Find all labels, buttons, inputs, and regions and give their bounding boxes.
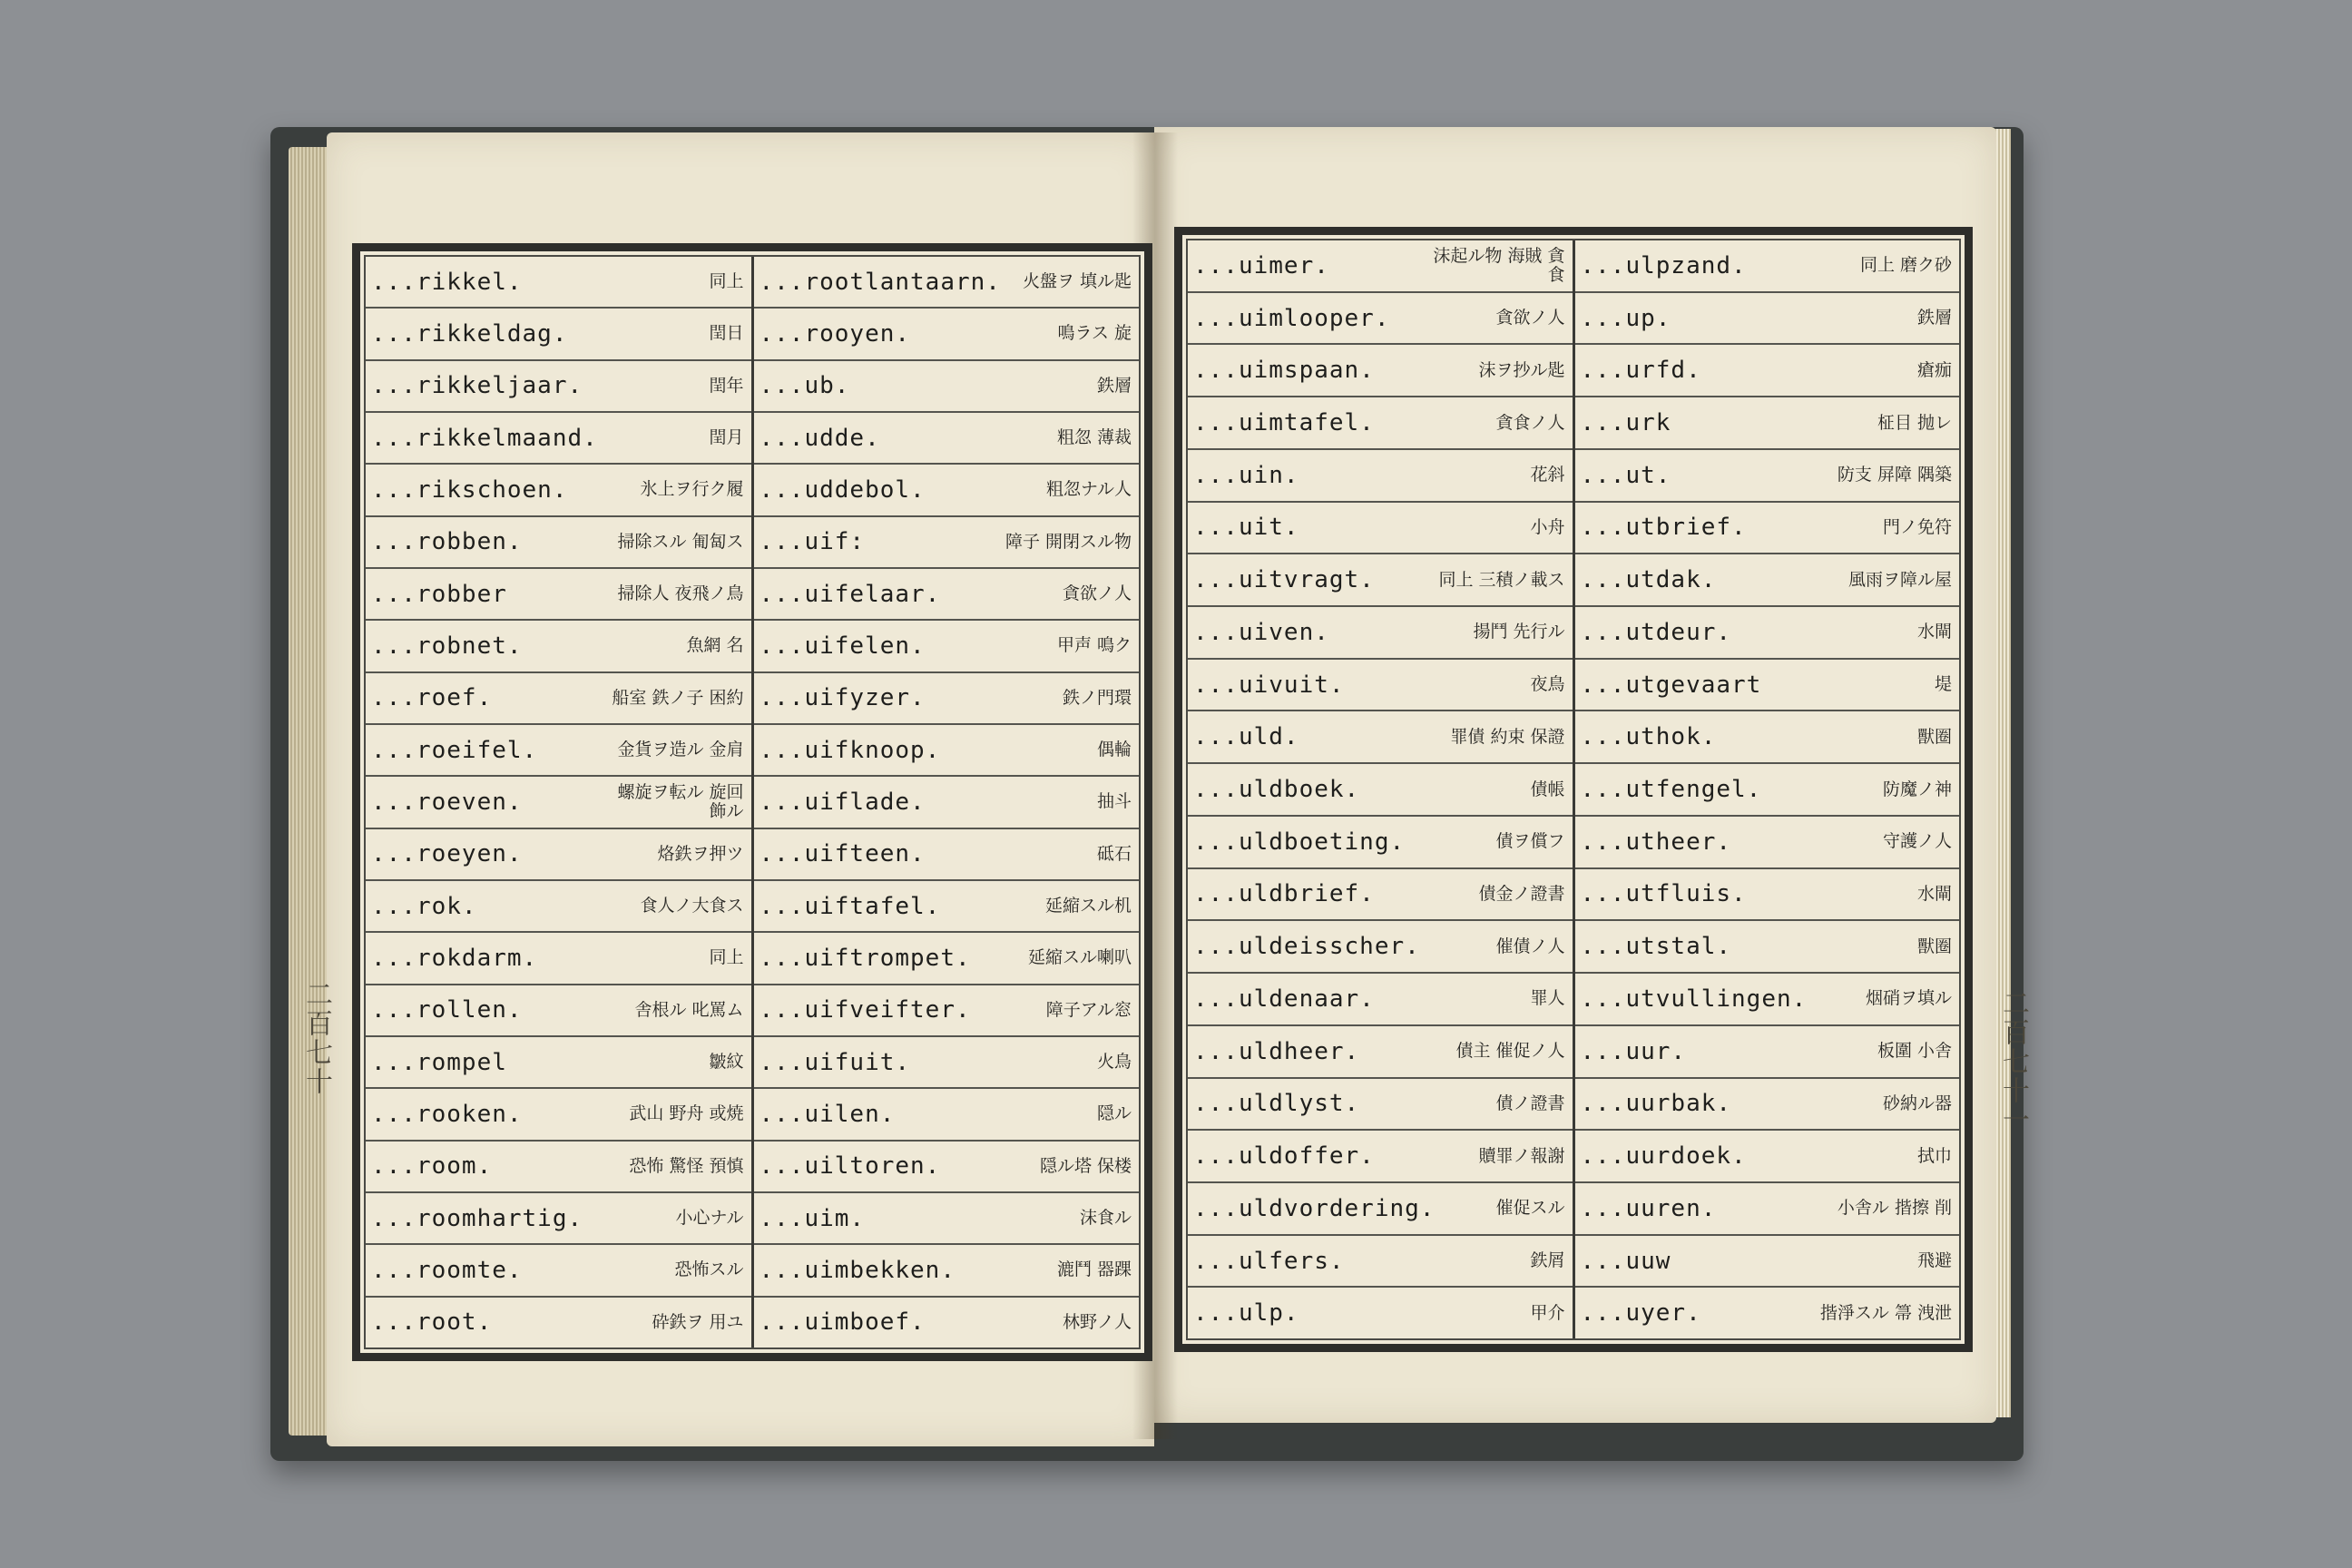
entry-word: ...ulpzand. xyxy=(1580,251,1747,279)
entry-gloss: 堤 xyxy=(1934,674,1952,695)
dictionary-entry xyxy=(366,1089,751,1141)
entry-gloss: 債帳 xyxy=(1530,779,1565,799)
entry-word: ...rokdarm. xyxy=(371,944,538,972)
entry-gloss: 花斜 xyxy=(1530,465,1565,485)
entry-gloss: 揩淨スル 箒 洩泄 xyxy=(1819,1302,1952,1323)
dictionary-entry xyxy=(1575,869,1960,922)
entry-gloss: 同上 xyxy=(709,947,744,968)
entry-gloss: 沫食ル xyxy=(1079,1208,1132,1229)
dictionary-entry xyxy=(1575,1026,1960,1079)
dictionary-entry xyxy=(1188,1288,1573,1338)
entry-gloss: 火鳥 xyxy=(1096,1052,1132,1073)
dictionary-entry xyxy=(366,413,751,465)
entry-word: ...roeyen. xyxy=(371,840,523,868)
entry-gloss: 債ノ證書 xyxy=(1495,1093,1565,1113)
dictionary-entry xyxy=(1188,1131,1573,1183)
dictionary-entry xyxy=(754,465,1140,516)
entry-gloss: 砥石 xyxy=(1096,843,1132,864)
entry-word: ...uldoffer. xyxy=(1193,1142,1375,1171)
entry-word: ...uyer. xyxy=(1580,1299,1701,1328)
entry-word: ...uldeisscher. xyxy=(1193,933,1420,961)
dictionary-entry xyxy=(1575,921,1960,974)
entry-gloss: 偶輪 xyxy=(1096,740,1132,760)
dictionary-entry xyxy=(1188,660,1573,712)
entry-word: ...uldlyst. xyxy=(1193,1090,1360,1118)
entry-gloss: 皺紋 xyxy=(709,1052,744,1073)
entry-gloss: 武山 野舟 或焼 xyxy=(629,1103,744,1124)
dictionary-entry xyxy=(1575,450,1960,503)
dictionary-entry xyxy=(754,1245,1140,1297)
entry-gloss: 恐怖 驚怪 預慎 xyxy=(629,1155,744,1176)
entry-word: ...rollen. xyxy=(371,996,523,1024)
dictionary-entry xyxy=(754,725,1140,777)
entry-gloss: 債ヲ償フ xyxy=(1495,831,1565,852)
entry-word: ...uifyzer. xyxy=(759,684,926,712)
dictionary-entry xyxy=(1188,554,1573,607)
entry-gloss: 食人ノ大食ス xyxy=(640,896,744,916)
entry-word: ...rooken. xyxy=(371,1100,523,1128)
entry-word: ...ut. xyxy=(1580,461,1671,489)
entry-word: ...utheer. xyxy=(1580,828,1732,856)
entry-gloss: 沫ヲ抄ル匙 xyxy=(1478,359,1565,380)
dictionary-entry xyxy=(1188,1236,1573,1289)
dictionary-entry xyxy=(754,1142,1140,1193)
entry-gloss: 守護ノ人 xyxy=(1882,831,1952,852)
entry-gloss: 魚網 名 xyxy=(686,635,744,656)
entry-word: ...utgevaart xyxy=(1580,671,1762,699)
entry-gloss: 防魔ノ神 xyxy=(1882,779,1952,799)
entry-gloss: 鳴ラス 旋 xyxy=(1057,323,1132,344)
right-column-2 xyxy=(1573,240,1960,1338)
entry-gloss: 烟硝ヲ填ル xyxy=(1865,988,1952,1009)
dictionary-entry xyxy=(1188,921,1573,974)
entry-word: ...uifveifter. xyxy=(759,996,971,1024)
page-edges-left xyxy=(289,147,330,1436)
dictionary-entry xyxy=(754,1037,1140,1089)
entry-word: ...uimboef. xyxy=(759,1308,926,1337)
entry-word: ...rikschoen. xyxy=(371,475,568,504)
entry-word: ...utdak. xyxy=(1580,566,1717,594)
entry-gloss: 債金ノ證書 xyxy=(1478,883,1565,904)
entry-word: ...ub. xyxy=(759,372,850,400)
entry-word: ...uddebol. xyxy=(759,475,926,504)
entry-word: ...uur. xyxy=(1580,1037,1687,1065)
entry-word: ...roomhartig. xyxy=(371,1204,583,1232)
dictionary-entry xyxy=(1575,293,1960,346)
dictionary-entry xyxy=(1575,974,1960,1026)
entry-word: ...uilen. xyxy=(759,1100,896,1128)
entry-word: ...rikkelmaand. xyxy=(371,424,598,452)
entry-word: ...utfengel. xyxy=(1580,776,1762,804)
entry-word: ...urk xyxy=(1580,409,1671,437)
entry-gloss: 抽斗 xyxy=(1096,791,1132,812)
dictionary-entry xyxy=(366,1142,751,1193)
entry-gloss: 催促スル xyxy=(1495,1198,1565,1219)
dictionary-entry xyxy=(1575,1288,1960,1338)
entry-word: ...rikkeldag. xyxy=(371,319,568,348)
right-column-1 xyxy=(1188,240,1573,1338)
entry-gloss: 延縮スル喇叭 xyxy=(1027,947,1132,968)
entry-gloss: 掃除スル 匍匐ス xyxy=(617,531,744,552)
entry-word: ...uldbrief. xyxy=(1193,880,1375,908)
dictionary-entry xyxy=(754,517,1140,569)
entry-gloss: 柾目 抛レ xyxy=(1877,412,1952,433)
entry-word: ...uimbekken. xyxy=(759,1256,956,1284)
dictionary-entry xyxy=(1188,869,1573,922)
dictionary-entry xyxy=(1188,240,1573,293)
entry-word: ...ulp. xyxy=(1193,1299,1299,1328)
entry-word: ...uimspaan. xyxy=(1193,357,1375,385)
entry-word: ...uuw xyxy=(1580,1247,1671,1275)
entry-word: ...uiltoren. xyxy=(759,1152,941,1181)
dictionary-entry xyxy=(754,777,1140,828)
entry-word: ...uiftafel. xyxy=(759,892,941,920)
entry-word: ...robber xyxy=(371,580,507,608)
dictionary-entry xyxy=(366,465,751,516)
entry-gloss: 貪欲ノ人 xyxy=(1062,583,1132,604)
dictionary-entry xyxy=(366,881,751,933)
entry-gloss: 水閘 xyxy=(1916,883,1952,904)
entry-word: ...uivuit. xyxy=(1193,671,1345,699)
entry-word: ...roef. xyxy=(371,684,493,712)
entry-gloss: 小心ナル xyxy=(675,1208,744,1229)
entry-gloss: 小舎ル 揩擦 削 xyxy=(1837,1198,1952,1219)
entry-gloss: 瘡痂 xyxy=(1916,359,1952,380)
entry-gloss: 烙鉄ヲ押ツ xyxy=(657,843,744,864)
entry-gloss: 催債ノ人 xyxy=(1495,936,1565,956)
dictionary-entry xyxy=(1575,711,1960,764)
entry-word: ...uifelen. xyxy=(759,632,926,660)
entry-gloss: 掃除人 夜飛ノ鳥 xyxy=(617,583,744,604)
dictionary-entry xyxy=(1188,293,1573,346)
entry-gloss: 甲介 xyxy=(1530,1302,1565,1323)
entry-gloss: 林野ノ人 xyxy=(1062,1311,1132,1332)
dictionary-entry xyxy=(1575,1131,1960,1183)
entry-gloss: 飛避 xyxy=(1916,1250,1952,1271)
entry-word: ...uldheer. xyxy=(1193,1037,1360,1065)
entry-word: ...uld. xyxy=(1193,723,1299,751)
dictionary-entry xyxy=(754,309,1140,360)
entry-gloss: 隠ル塔 保楼 xyxy=(1039,1155,1132,1176)
entry-gloss: 氷上ヲ行ク履 xyxy=(640,479,744,500)
entry-gloss: 債主 催促ノ人 xyxy=(1455,1041,1565,1062)
entry-gloss: 獸圈 xyxy=(1916,936,1952,956)
entry-gloss: 罪人 xyxy=(1530,988,1565,1009)
dictionary-entry xyxy=(754,1298,1140,1348)
entry-gloss: 延縮スル机 xyxy=(1044,896,1132,916)
entry-word: ...utbrief. xyxy=(1580,514,1747,542)
entry-gloss: 小舟 xyxy=(1530,516,1565,537)
dictionary-entry xyxy=(754,933,1140,985)
entry-word: ...uifteen. xyxy=(759,840,926,868)
entry-word: ...urfd. xyxy=(1580,357,1701,385)
entry-gloss: 砕鉄ヲ 用ユ xyxy=(652,1311,744,1332)
entry-word: ...rok. xyxy=(371,892,477,920)
entry-gloss: 獸圈 xyxy=(1916,726,1952,747)
dictionary-entry xyxy=(366,985,751,1037)
entry-gloss: 鉄屑 xyxy=(1530,1250,1565,1271)
entry-gloss: 隠ル xyxy=(1096,1103,1132,1124)
dictionary-entry xyxy=(1575,397,1960,450)
dictionary-entry xyxy=(1575,345,1960,397)
entry-word: ...uurdoek. xyxy=(1580,1142,1747,1171)
entry-gloss: 粗忽ナル人 xyxy=(1045,479,1132,500)
dictionary-entry xyxy=(1188,450,1573,503)
entry-word: ...uiflade. xyxy=(759,788,926,816)
dictionary-entry xyxy=(754,621,1140,672)
entry-word: ...uimtafel. xyxy=(1193,409,1375,437)
left-column-1 xyxy=(366,257,751,1348)
entry-gloss: 沫起ル物 海賊 貪食 xyxy=(1433,245,1565,285)
dictionary-entry xyxy=(754,569,1140,621)
dictionary-entry xyxy=(1188,974,1573,1026)
dictionary-entry xyxy=(754,673,1140,725)
entry-gloss: 漉鬥 器踝 xyxy=(1056,1259,1132,1280)
dictionary-entry xyxy=(1188,1079,1573,1132)
dictionary-entry xyxy=(1188,345,1573,397)
dictionary-entry xyxy=(1188,817,1573,869)
entry-gloss: 閏年 xyxy=(709,375,744,396)
entry-word: ...uimlooper. xyxy=(1193,304,1390,332)
entry-word: ...uifuit. xyxy=(759,1048,911,1076)
dictionary-entry xyxy=(1575,1079,1960,1132)
dictionary-entry xyxy=(366,309,751,360)
entry-word: ...uiven. xyxy=(1193,618,1329,646)
dictionary-entry xyxy=(366,1245,751,1297)
entry-gloss: 鉄ノ門環 xyxy=(1062,687,1132,708)
entry-gloss: 障子 開閉スル物 xyxy=(1004,531,1132,552)
entry-gloss: 金貨ヲ造ル 金肩 xyxy=(617,740,744,760)
entry-gloss: 舎根ル 叱罵ム xyxy=(634,999,744,1020)
entry-gloss: 火盤ヲ 填ル匙 xyxy=(1022,271,1132,292)
entry-gloss: 砂納ル器 xyxy=(1882,1093,1952,1113)
entry-gloss: 贖罪ノ報謝 xyxy=(1478,1145,1565,1166)
entry-word: ...rikkeljaar. xyxy=(371,372,583,400)
dictionary-entry xyxy=(366,621,751,672)
dictionary-entry xyxy=(754,881,1140,933)
dictionary-entry xyxy=(366,1298,751,1348)
right-dictionary-table xyxy=(1174,227,1973,1352)
dictionary-entry xyxy=(366,829,751,881)
entry-word: ...rompel xyxy=(371,1048,507,1076)
entry-word: ...ulfers. xyxy=(1193,1247,1345,1275)
dictionary-entry xyxy=(754,1089,1140,1141)
entry-gloss: 恐怖スル xyxy=(674,1259,744,1280)
dictionary-entry xyxy=(1575,240,1960,293)
entry-word: ...roeifel. xyxy=(371,736,538,764)
entry-gloss: 風雨ヲ障ル屋 xyxy=(1847,569,1952,590)
entry-gloss: 貪食ノ人 xyxy=(1495,412,1565,433)
dictionary-entry xyxy=(754,1193,1140,1245)
left-column-2 xyxy=(751,257,1140,1348)
entry-word: ...uimer. xyxy=(1193,251,1329,279)
entry-word: ...roomte. xyxy=(371,1256,523,1284)
dictionary-entry xyxy=(366,777,751,828)
entry-word: ...uif: xyxy=(759,528,866,556)
entry-word: ...uit. xyxy=(1193,514,1299,542)
dictionary-entry xyxy=(1188,607,1573,660)
entry-gloss: 甲声 鳴ク xyxy=(1056,635,1132,656)
entry-gloss: 貪欲ノ人 xyxy=(1495,308,1565,328)
entry-word: ...robnet. xyxy=(371,632,523,660)
dictionary-entry xyxy=(1188,397,1573,450)
right-page-number: 二百七十一 xyxy=(1997,989,2029,1134)
entry-word: ...uldenaar. xyxy=(1193,985,1375,1013)
dictionary-entry xyxy=(1575,1183,1960,1236)
entry-word: ...room. xyxy=(371,1152,493,1181)
dictionary-entry xyxy=(366,257,751,309)
entry-word: ...root. xyxy=(371,1308,493,1337)
entry-word: ...uurbak. xyxy=(1580,1090,1732,1118)
dictionary-entry xyxy=(366,361,751,413)
entry-word: ...uim. xyxy=(759,1204,866,1232)
entry-gloss: 障子アル窓 xyxy=(1045,999,1132,1020)
left-page-number: 二百七十 xyxy=(300,980,332,1096)
dictionary-entry xyxy=(366,569,751,621)
dictionary-entry xyxy=(1575,817,1960,869)
entry-gloss: 船室 鉄ノ子 困約 xyxy=(612,687,744,708)
entry-gloss: 同上 三積ノ載ス xyxy=(1438,569,1565,590)
entry-gloss: 罪債 約束 保證 xyxy=(1450,726,1565,747)
entry-word: ...rootlantaarn. xyxy=(759,268,1001,296)
entry-word: ...uifknoop. xyxy=(759,736,941,764)
entry-word: ...uiftrompet. xyxy=(759,944,971,972)
dictionary-entry xyxy=(366,1037,751,1089)
dictionary-entry xyxy=(366,673,751,725)
entry-word: ...rikkel. xyxy=(371,268,523,296)
dictionary-entry xyxy=(1188,711,1573,764)
entry-word: ...utstal. xyxy=(1580,933,1732,961)
dictionary-entry xyxy=(1188,503,1573,555)
entry-gloss: 拭巾 xyxy=(1916,1145,1952,1166)
entry-word: ...udde. xyxy=(759,424,880,452)
entry-word: ...robben. xyxy=(371,528,523,556)
dictionary-entry xyxy=(366,725,751,777)
dictionary-entry xyxy=(1575,503,1960,555)
entry-gloss: 閏月 xyxy=(709,427,744,448)
entry-word: ...roeven. xyxy=(371,788,523,816)
entry-word: ...uldboek. xyxy=(1193,776,1360,804)
entry-gloss: 夜鳥 xyxy=(1530,674,1565,695)
entry-word: ...up. xyxy=(1580,304,1671,332)
entry-gloss: 門ノ免符 xyxy=(1882,516,1952,537)
entry-gloss: 鉄層 xyxy=(1916,308,1952,328)
dictionary-entry xyxy=(366,1193,751,1245)
entry-word: ...utfluis. xyxy=(1580,880,1747,908)
entry-word: ...uldvordering. xyxy=(1193,1194,1436,1222)
dictionary-entry xyxy=(754,361,1140,413)
entry-word: ...uldboeting. xyxy=(1193,828,1406,856)
entry-word: ...uitvragt. xyxy=(1193,566,1375,594)
entry-gloss: 同上 磨ク砂 xyxy=(1859,255,1952,276)
entry-word: ...uin. xyxy=(1193,461,1299,489)
dictionary-entry xyxy=(1188,764,1573,817)
entry-gloss: 揚鬥 先行ル xyxy=(1473,622,1565,642)
entry-word: ...utdeur. xyxy=(1580,618,1732,646)
dictionary-entry xyxy=(754,829,1140,881)
dictionary-entry xyxy=(754,985,1140,1037)
entry-gloss: 板圍 小舎 xyxy=(1877,1041,1952,1062)
entry-word: ...uifelaar. xyxy=(759,580,941,608)
dictionary-entry xyxy=(754,413,1140,465)
entry-gloss: 同上 xyxy=(709,271,744,292)
entry-word: ...rooyen. xyxy=(759,319,911,348)
dictionary-entry xyxy=(754,257,1140,309)
entry-gloss: 水閘 xyxy=(1916,622,1952,642)
dictionary-entry xyxy=(1575,554,1960,607)
entry-gloss: 螺旋ヲ転ル 旋回 飾ル xyxy=(617,781,744,821)
dictionary-entry xyxy=(1188,1183,1573,1236)
dictionary-entry xyxy=(1575,1236,1960,1289)
entry-word: ...uthok. xyxy=(1580,723,1717,751)
entry-gloss: 鉄層 xyxy=(1096,375,1132,396)
dictionary-entry xyxy=(1575,607,1960,660)
entry-gloss: 粗忽 薄裁 xyxy=(1056,427,1132,448)
entry-word: ...utvullingen. xyxy=(1580,985,1808,1013)
dictionary-entry xyxy=(366,933,751,985)
entry-word: ...uuren. xyxy=(1580,1194,1717,1222)
dictionary-entry xyxy=(1575,764,1960,817)
dictionary-entry xyxy=(1188,1026,1573,1079)
dictionary-entry xyxy=(1575,660,1960,712)
left-dictionary-table xyxy=(352,243,1152,1361)
entry-gloss: 防支 屏障 隅築 xyxy=(1837,465,1952,485)
dictionary-entry xyxy=(366,517,751,569)
entry-gloss: 閏日 xyxy=(709,323,744,344)
